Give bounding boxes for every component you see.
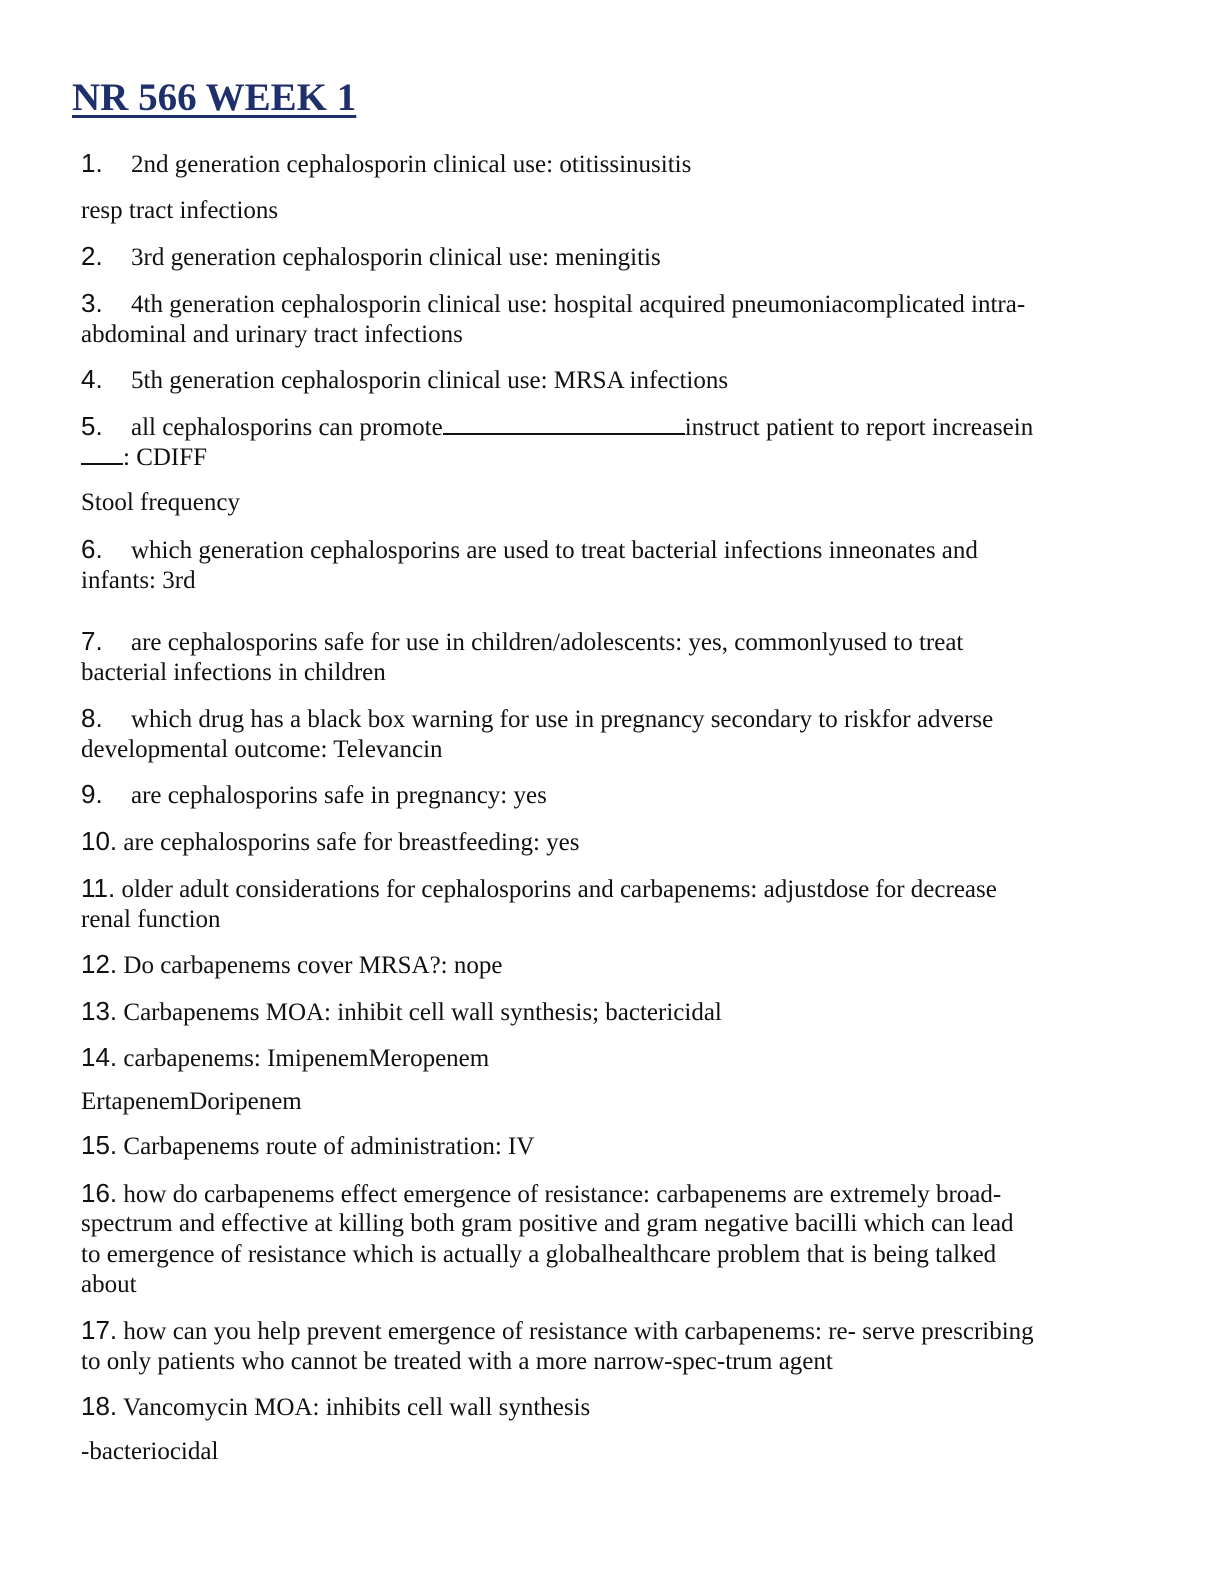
list-item xyxy=(81,1178,1151,1210)
item-text: carbapenems: ImipenemMeropenem xyxy=(123,1045,490,1072)
item-text: are cephalosporins safe for use in children/adolescents: yes, commonlyused to treat xyxy=(131,629,964,656)
item-text: Carbapenems MOA: inhibit cell wall synthesis; bactericidal xyxy=(123,999,722,1026)
item-number: 17. xyxy=(81,1315,118,1345)
item-text-continued: bacterial infections in children xyxy=(81,659,386,686)
item-text: Carbapenems route of administration: IV xyxy=(123,1133,535,1160)
item-text-continued: renal function xyxy=(81,906,221,933)
list-item xyxy=(81,148,1151,180)
item-text-continued: developmental outcome: Televancin xyxy=(81,736,443,763)
item-text: which drug has a black box warning for use in pregnancy secondary to riskfor adverse xyxy=(131,706,994,733)
list-item xyxy=(81,1391,1151,1423)
page-title: NR 566 WEEK 1 xyxy=(72,76,357,119)
item-text: instruct patient to report increasein xyxy=(684,414,1034,441)
item-text: older adult considerations for cephalosporins and carbapenems: adjustdose for decrease xyxy=(121,876,997,903)
fill-in-blank xyxy=(443,413,685,435)
list-item xyxy=(81,1130,1151,1162)
list-item xyxy=(81,626,1151,658)
item-number: 18. xyxy=(81,1391,118,1421)
item-number: 9. xyxy=(81,779,103,809)
item-text: 2nd generation cephalosporin clinical use: otitissinusitis xyxy=(131,151,692,178)
item-text-continued: infants: 3rd xyxy=(81,567,196,594)
item-number: 13. xyxy=(81,996,118,1026)
item-number: 10. xyxy=(81,826,118,856)
item-text-continued: spectrum and effective at killing both gram positive and gram negative bacilli which can lead xyxy=(81,1210,1014,1237)
item-note: resp tract infections xyxy=(81,197,279,224)
item-number: 7. xyxy=(81,626,103,656)
item-text: 4th generation cephalosporin clinical use: hospital acquired pneumoniacomplicated intra- xyxy=(131,291,1026,318)
item-text: are cephalosporins safe in pregnancy: yes xyxy=(131,782,547,809)
list-item xyxy=(81,364,1151,396)
item-note: Stool frequency xyxy=(81,489,240,516)
item-text-continued: abdominal and urinary tract infections xyxy=(81,321,463,348)
item-text-continued xyxy=(81,442,1151,473)
item-number: 16. xyxy=(81,1178,118,1208)
item-text: how do carbapenems effect emergence of resistance: carbapenems are extremely broad- xyxy=(123,1181,1002,1208)
item-text-continued: about xyxy=(81,1271,137,1298)
item-note: ErtapenemDoripenem xyxy=(81,1088,302,1115)
item-text: all cephalosporins can promote xyxy=(131,414,443,441)
list-item xyxy=(81,288,1151,320)
list-item xyxy=(81,534,1151,566)
item-text: how can you help prevent emergence of resistance with carbapenems: re- serve prescribing xyxy=(123,1318,1034,1345)
item-number: 14. xyxy=(81,1042,118,1072)
item-note: -bacteriocidal xyxy=(81,1438,219,1465)
list-item xyxy=(81,996,1151,1028)
item-number: 6. xyxy=(81,534,103,564)
item-text: Do carbapenems cover MRSA?: nope xyxy=(123,952,503,979)
item-number: 1. xyxy=(81,148,103,178)
item-number: 4. xyxy=(81,364,103,394)
item-text: 3rd generation cephalosporin clinical use: meningitis xyxy=(131,244,661,271)
list-item xyxy=(81,779,1151,811)
item-number: 11. xyxy=(81,873,116,903)
list-item xyxy=(81,241,1151,273)
item-text: Vancomycin MOA: inhibits cell wall synthesis xyxy=(122,1394,591,1421)
item-number: 3. xyxy=(81,288,103,318)
list-item xyxy=(81,1042,1151,1074)
item-number: 5. xyxy=(81,411,103,441)
item-text-continued: to emergence of resistance which is actually a globalhealthcare problem that is being talked xyxy=(81,1241,997,1268)
fill-in-blank xyxy=(81,443,123,465)
item-text-continued: to only patients who cannot be treated with a more narrow-spec-trum agent xyxy=(81,1348,833,1375)
list-item xyxy=(81,411,1151,443)
list-item xyxy=(81,949,1151,981)
item-text: 5th generation cephalosporin clinical use: MRSA infections xyxy=(131,367,729,394)
item-number: 15. xyxy=(81,1130,118,1160)
item-text: : CDIFF xyxy=(123,444,208,471)
item-number: 2. xyxy=(81,241,103,271)
item-number: 8. xyxy=(81,703,103,733)
list-item xyxy=(81,826,1151,858)
item-text: which generation cephalosporins are used to treat bacterial infections inneonates and xyxy=(131,537,978,564)
list-item xyxy=(81,873,1151,905)
item-text: are cephalosporins safe for breastfeeding: yes xyxy=(123,829,580,856)
list-item xyxy=(81,1315,1151,1347)
list-item xyxy=(81,703,1151,735)
item-number: 12. xyxy=(81,949,118,979)
